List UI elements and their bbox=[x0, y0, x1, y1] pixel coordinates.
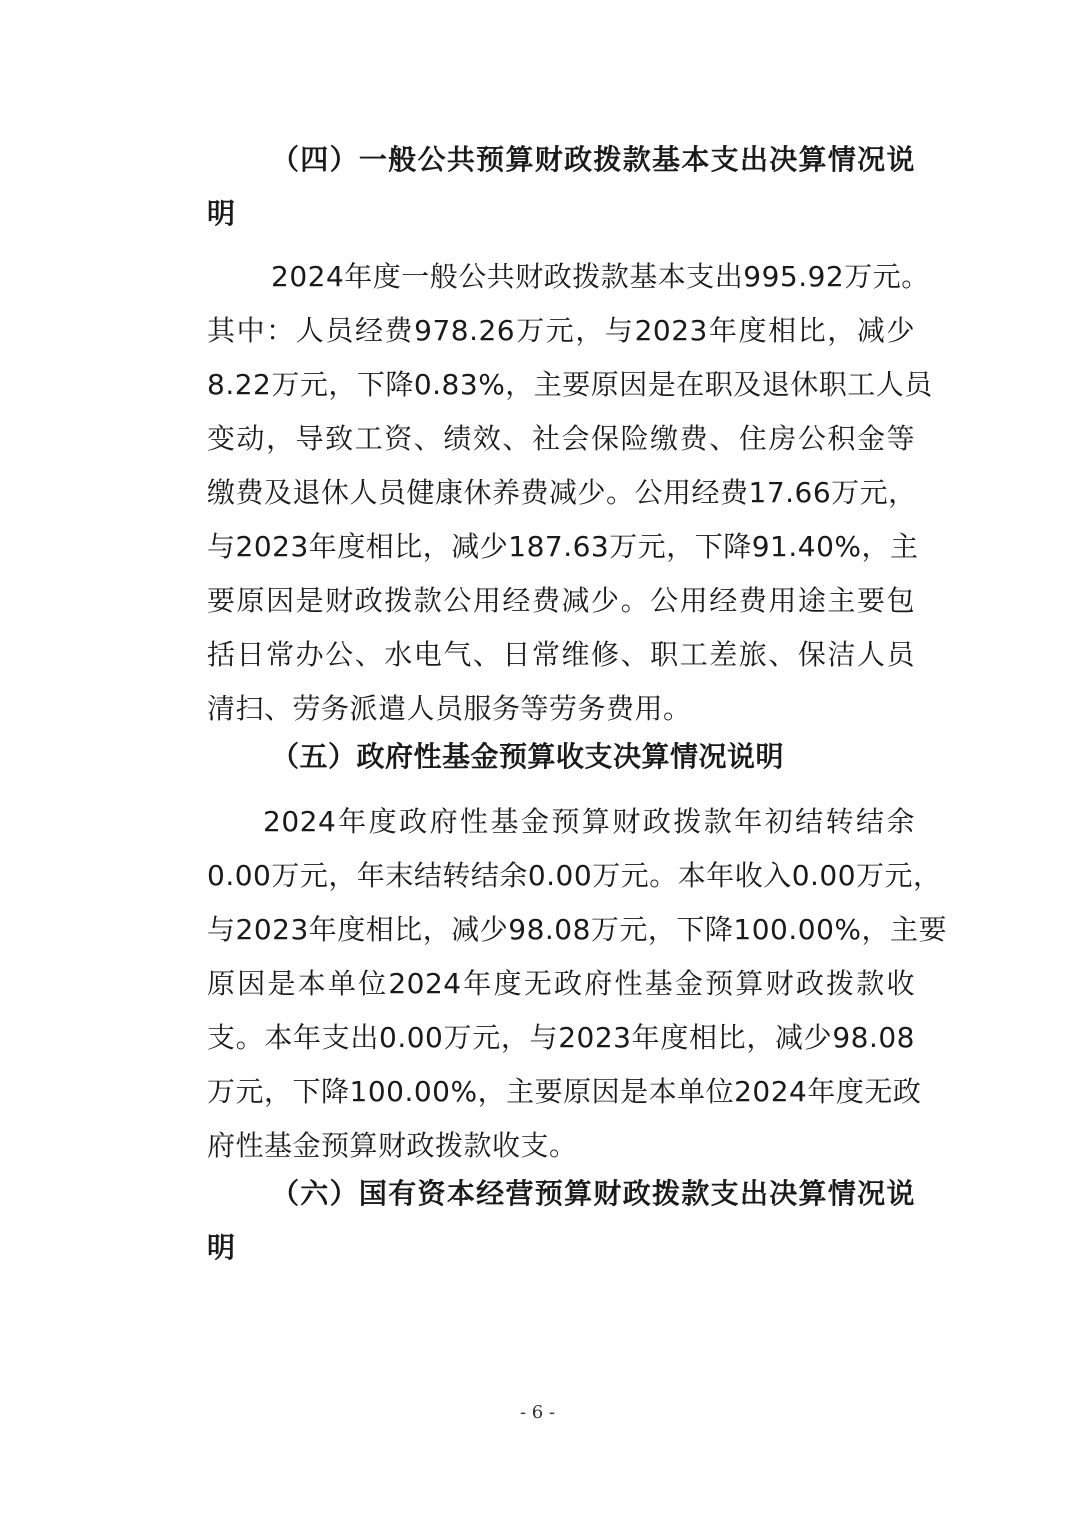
section-6-heading bbox=[207, 1167, 915, 1275]
section-4-paragraph bbox=[207, 250, 933, 736]
heading-line: 明 bbox=[207, 1231, 236, 1264]
paragraph-line: 缴费及退休人员健康休养费减少。公用经费17.66万元， bbox=[207, 476, 917, 509]
paragraph-line: 原因是本单位2024年度无政府性基金预算财政拨款收 bbox=[207, 967, 915, 1000]
paragraph-line: 要原因是财政拨款公用经费减少。公用经费用途主要包 bbox=[207, 584, 915, 617]
paragraph-line: 括日常办公、水电气、日常维修、职工差旅、保洁人员 bbox=[207, 638, 915, 671]
section-5-heading bbox=[207, 730, 915, 784]
paragraph-line: 其中：人员经费978.26万元，与2023年度相比，减少 bbox=[207, 314, 915, 347]
heading-line: （五）政府性基金预算收支决算情况说明 bbox=[271, 740, 785, 773]
paragraph-line: 支。本年支出0.00万元，与2023年度相比，减少98.08 bbox=[207, 1021, 915, 1054]
heading-line: （四）一般公共预算财政拨款基本支出决算情况说 bbox=[271, 143, 915, 176]
paragraph-line: 8.22万元，下降0.83%，主要原因是在职及退休职工人员 bbox=[207, 368, 933, 401]
paragraph-line: 万元，下降100.00%，主要原因是本单位2024年度无政 bbox=[207, 1075, 922, 1108]
paragraph-line: 2024年度一般公共财政拨款基本支出995.92万元。 bbox=[271, 260, 930, 293]
paragraph-line: 与2023年度相比，减少187.63万元，下降91.40%，主 bbox=[207, 530, 919, 563]
paragraph-line: 清扫、劳务派遣人员服务等劳务费用。 bbox=[207, 692, 692, 725]
paragraph-line: 与2023年度相比，减少98.08万元，下降100.00%，主要 bbox=[207, 913, 947, 946]
paragraph-line: 变动，导致工资、绩效、社会保险缴费、住房公积金等 bbox=[207, 422, 915, 455]
section-5-paragraph bbox=[207, 795, 947, 1173]
paragraph-line: 2024年度政府性基金预算财政拨款年初结转结余 bbox=[263, 805, 915, 838]
paragraph-line: 0.00万元，年末结转结余0.00万元。本年收入0.00万元， bbox=[207, 859, 942, 892]
heading-line: （六）国有资本经营预算财政拨款支出决算情况说 bbox=[271, 1177, 915, 1210]
section-4-heading bbox=[207, 133, 915, 241]
heading-line: 明 bbox=[207, 197, 236, 230]
paragraph-line: 府性基金预算财政拨款收支。 bbox=[207, 1129, 578, 1162]
page-number: - 6 - bbox=[519, 1402, 556, 1423]
